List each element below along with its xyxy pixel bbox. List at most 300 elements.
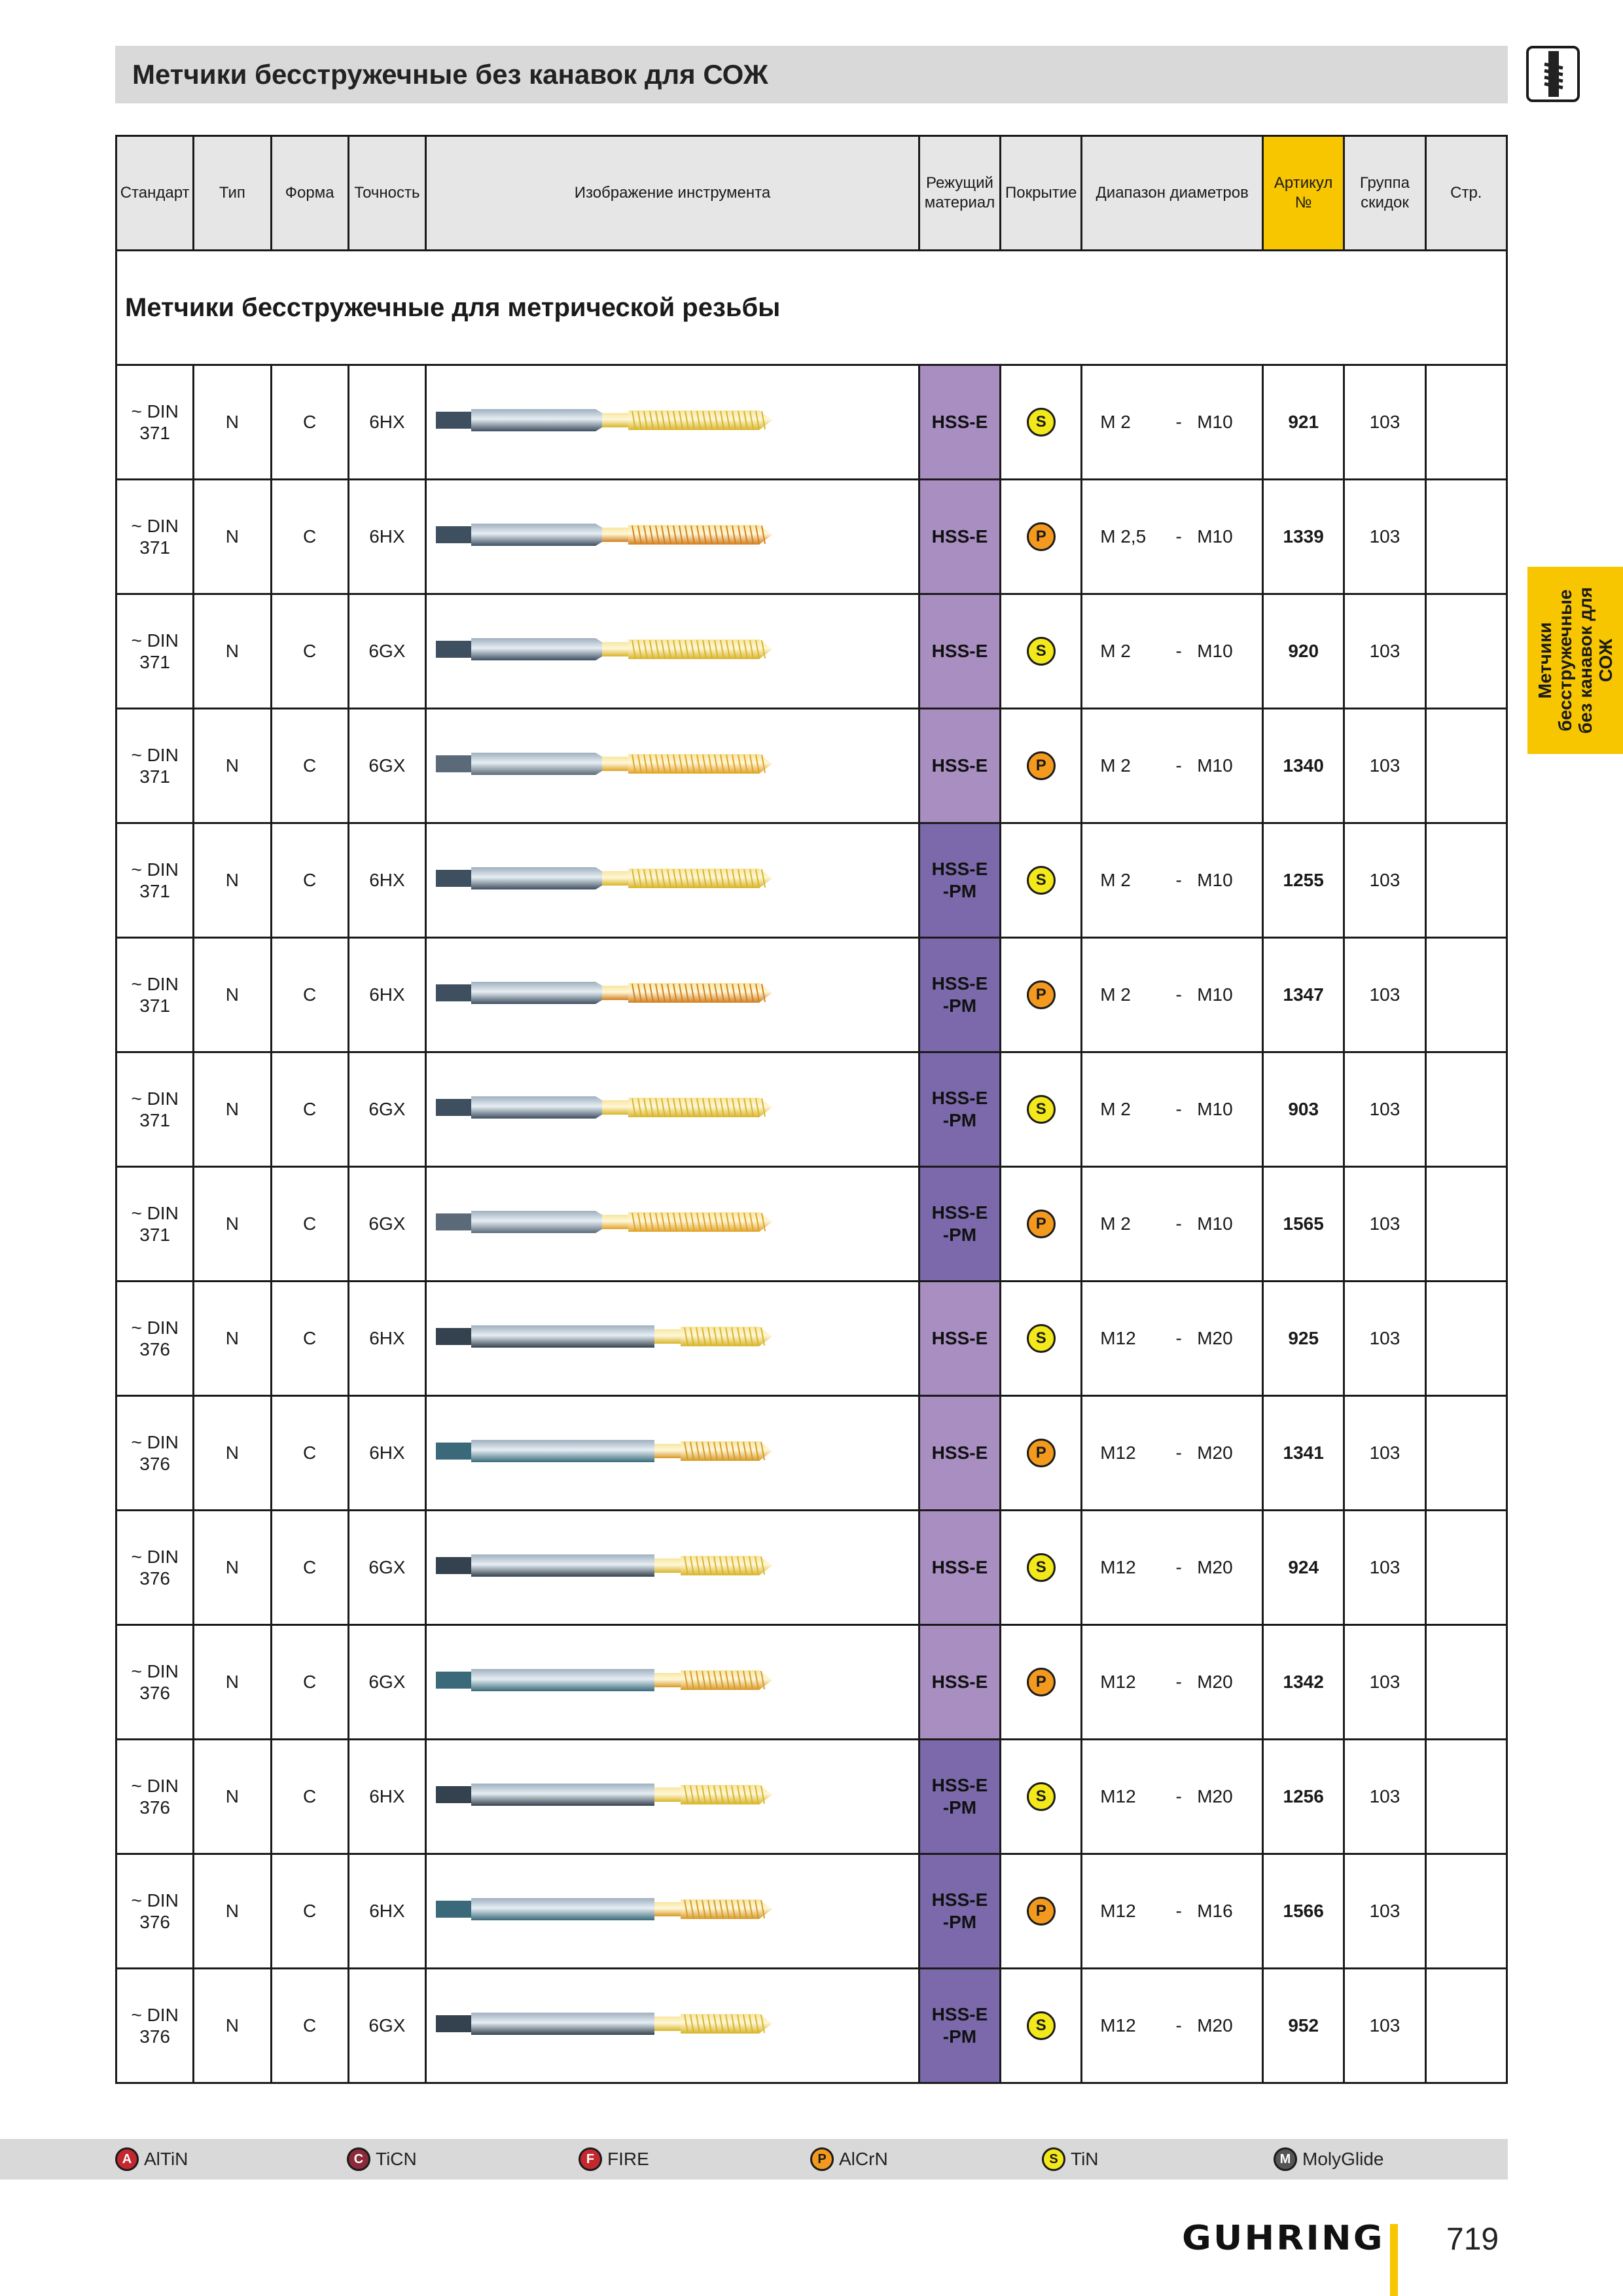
range-from: M 2 <box>1100 984 1131 1005</box>
range-to: M10 <box>1197 1099 1233 1119</box>
range-separator: - <box>1175 870 1182 890</box>
cell-coating <box>1001 823 1082 938</box>
diameter-range <box>1082 1557 1262 1578</box>
brand-divider <box>1390 2224 1398 2296</box>
table-row <box>116 1052 1507 1167</box>
cell-form: C <box>271 1969 348 2083</box>
cell-material <box>919 1396 1000 1511</box>
cell-coating <box>1001 594 1082 709</box>
range-separator: - <box>1175 1443 1182 1463</box>
range-to: M20 <box>1197 1443 1233 1463</box>
cell-article: 920 <box>1263 594 1344 709</box>
cell-range <box>1082 1396 1263 1511</box>
range-to: M10 <box>1197 641 1233 661</box>
cell-article: 921 <box>1263 365 1344 480</box>
header-range: Диапазон диаметров <box>1082 136 1263 251</box>
cell-accuracy: 6GX <box>348 1052 425 1167</box>
section-title: Метчики бесстружечные для метрической резьбы <box>116 251 1507 365</box>
cell-standard: ~ DIN 376 <box>116 1511 194 1625</box>
cell-image <box>426 480 919 594</box>
range-to: M10 <box>1197 412 1233 432</box>
cell-coating <box>1001 1396 1082 1511</box>
tap-tool-image <box>432 849 798 908</box>
cell-type: N <box>194 1282 271 1396</box>
cell-standard: ~ DIN 376 <box>116 1282 194 1396</box>
range-to: M10 <box>1197 526 1233 547</box>
tap-tool-image <box>432 1422 798 1480</box>
legend-item <box>1274 2145 1383 2173</box>
cell-range <box>1082 1511 1263 1625</box>
cell-material <box>919 1282 1000 1396</box>
legend-item <box>579 2145 649 2173</box>
coating-alcrn-icon: P <box>1027 980 1056 1009</box>
diameter-range <box>1082 1099 1262 1120</box>
range-separator: - <box>1175 1786 1182 1806</box>
cell-standard: ~ DIN 371 <box>116 1052 194 1167</box>
cell-image <box>426 1625 919 1740</box>
cell-image <box>426 938 919 1052</box>
cell-type: N <box>194 1511 271 1625</box>
cell-type: N <box>194 1969 271 2083</box>
coating-tin-icon: S <box>1027 408 1056 437</box>
cell-form: C <box>271 1511 348 1625</box>
material-label: HSS-E <box>931 526 988 547</box>
table-row <box>116 1625 1507 1740</box>
range-from: M12 <box>1100 1901 1136 1921</box>
cell-page <box>1425 480 1507 594</box>
cell-article: 1340 <box>1263 709 1344 823</box>
cell-material <box>919 938 1000 1052</box>
cell-image <box>426 823 919 938</box>
cell-coating <box>1001 1854 1082 1969</box>
range-separator: - <box>1175 1328 1182 1348</box>
range-from: M 2 <box>1100 1213 1131 1234</box>
range-separator: - <box>1175 1672 1182 1692</box>
cell-article: 1565 <box>1263 1167 1344 1282</box>
tap-tool-image <box>432 1651 798 1710</box>
cell-accuracy: 6HX <box>348 480 425 594</box>
cell-page <box>1425 594 1507 709</box>
cell-coating <box>1001 480 1082 594</box>
cell-form: C <box>271 1740 348 1854</box>
table-row <box>116 480 1507 594</box>
coating-tin-icon: S <box>1027 1782 1056 1811</box>
material-label: HSS-E-PM <box>931 2004 988 2047</box>
legend-label: TiCN <box>376 2149 417 2169</box>
legend-label: AlCrN <box>839 2149 888 2169</box>
legend-label: AlTiN <box>144 2149 188 2169</box>
cell-range <box>1082 480 1263 594</box>
cell-form: C <box>271 823 348 938</box>
material-label: HSS-E-PM <box>931 1202 988 1245</box>
cell-article: 924 <box>1263 1511 1344 1625</box>
diameter-range <box>1082 984 1262 1005</box>
legend-item <box>115 2145 188 2173</box>
cell-accuracy: 6GX <box>348 1167 425 1282</box>
cell-standard: ~ DIN 371 <box>116 823 194 938</box>
cell-type: N <box>194 365 271 480</box>
material-label: HSS-E <box>931 1443 988 1463</box>
cell-coating <box>1001 1969 1082 2083</box>
cell-discount: 103 <box>1344 938 1425 1052</box>
coating-ticn-icon: C <box>347 2147 370 2171</box>
range-to: M20 <box>1197 2015 1233 2036</box>
header-material: Режущий материал <box>919 136 1000 251</box>
cell-form: C <box>271 1625 348 1740</box>
cell-type: N <box>194 938 271 1052</box>
cell-discount: 103 <box>1344 1052 1425 1167</box>
cell-coating <box>1001 1282 1082 1396</box>
range-from: M12 <box>1100 1557 1136 1577</box>
cell-accuracy: 6HX <box>348 1740 425 1854</box>
cell-accuracy: 6GX <box>348 709 425 823</box>
cell-range <box>1082 1969 1263 2083</box>
header-discount: Группа скидок <box>1344 136 1425 251</box>
cell-page <box>1425 938 1507 1052</box>
range-from: M 2 <box>1100 1099 1131 1119</box>
cell-type: N <box>194 1167 271 1282</box>
coating-tin-icon: S <box>1027 637 1056 666</box>
table-row <box>116 1282 1507 1396</box>
cell-form: C <box>271 1167 348 1282</box>
range-from: M12 <box>1100 2015 1136 2036</box>
table-row <box>116 709 1507 823</box>
cell-accuracy: 6HX <box>348 1396 425 1511</box>
header-article: Артикул № <box>1263 136 1344 251</box>
table-row <box>116 823 1507 938</box>
cell-standard: ~ DIN 376 <box>116 1854 194 1969</box>
coating-alcrn-icon: P <box>1027 522 1056 551</box>
range-to: M10 <box>1197 1213 1233 1234</box>
table-row <box>116 1167 1507 1282</box>
cell-page <box>1425 365 1507 480</box>
header-form: Форма <box>271 136 348 251</box>
diameter-range <box>1082 1443 1262 1463</box>
range-separator: - <box>1175 755 1182 776</box>
legend-item <box>810 2145 888 2173</box>
cell-discount: 103 <box>1344 1282 1425 1396</box>
material-label: HSS-E <box>931 1672 988 1692</box>
cell-discount: 103 <box>1344 1740 1425 1854</box>
coating-legend <box>0 2139 1508 2179</box>
cell-material <box>919 1511 1000 1625</box>
cell-material <box>919 594 1000 709</box>
cell-article: 925 <box>1263 1282 1344 1396</box>
material-label: HSS-E <box>931 755 988 776</box>
legend-item <box>347 2145 417 2173</box>
cell-image <box>426 1282 919 1396</box>
coating-alcrn-icon: P <box>1027 1439 1056 1467</box>
cell-form: C <box>271 938 348 1052</box>
range-to: M20 <box>1197 1557 1233 1577</box>
range-separator: - <box>1175 984 1182 1005</box>
cell-image <box>426 1969 919 2083</box>
range-separator: - <box>1175 412 1182 432</box>
cell-range <box>1082 938 1263 1052</box>
range-from: M12 <box>1100 1443 1136 1463</box>
cell-coating <box>1001 1511 1082 1625</box>
cell-material <box>919 1854 1000 1969</box>
range-to: M10 <box>1197 870 1233 890</box>
cell-form: C <box>271 480 348 594</box>
table-row <box>116 1854 1507 1969</box>
cell-standard: ~ DIN 376 <box>116 1969 194 2083</box>
table-header-row <box>116 136 1507 251</box>
cell-type: N <box>194 823 271 938</box>
cell-coating <box>1001 1625 1082 1740</box>
legend-label: MolyGlide <box>1302 2149 1384 2169</box>
material-label: HSS-E-PM <box>931 973 988 1016</box>
section-row <box>116 251 1507 365</box>
tap-tool-image <box>432 620 798 679</box>
header-page: Стр. <box>1425 136 1507 251</box>
cell-page <box>1425 1854 1507 1969</box>
material-label: HSS-E <box>931 412 988 432</box>
cell-standard: ~ DIN 376 <box>116 1396 194 1511</box>
cell-article: 1255 <box>1263 823 1344 938</box>
diameter-range <box>1082 1328 1262 1349</box>
cell-article: 1342 <box>1263 1625 1344 1740</box>
cell-article: 1341 <box>1263 1396 1344 1511</box>
cell-image <box>426 1511 919 1625</box>
header-standard: Стандарт <box>116 136 194 251</box>
cell-discount: 103 <box>1344 1167 1425 1282</box>
cell-range <box>1082 1740 1263 1854</box>
diameter-range <box>1082 870 1262 891</box>
tap-tool-image <box>432 1536 798 1595</box>
range-from: M12 <box>1100 1786 1136 1806</box>
cell-coating <box>1001 1167 1082 1282</box>
range-separator: - <box>1175 526 1182 547</box>
range-to: M10 <box>1197 755 1233 776</box>
cell-form: C <box>271 1854 348 1969</box>
range-separator: - <box>1175 2015 1182 2036</box>
cell-page <box>1425 1396 1507 1511</box>
cell-discount: 103 <box>1344 1625 1425 1740</box>
range-to: M20 <box>1197 1786 1233 1806</box>
header-type: Тип <box>194 136 271 251</box>
diameter-range <box>1082 412 1262 433</box>
legend-label: FIRE <box>607 2149 649 2169</box>
coating-alcrn-icon: P <box>810 2147 834 2171</box>
cell-accuracy: 6GX <box>348 1511 425 1625</box>
diameter-range <box>1082 2015 1262 2036</box>
cell-article: 1339 <box>1263 480 1344 594</box>
cell-coating <box>1001 1740 1082 1854</box>
tap-tool-image <box>432 1078 798 1137</box>
material-label: HSS-E <box>931 1557 988 1577</box>
coating-tin-icon: S <box>1027 2011 1056 2040</box>
cell-range <box>1082 1854 1263 1969</box>
cell-range <box>1082 709 1263 823</box>
material-label: HSS-E <box>931 1328 988 1348</box>
cell-form: C <box>271 1052 348 1167</box>
table-row <box>116 1740 1507 1854</box>
section-side-tab <box>1527 567 1623 754</box>
cell-type: N <box>194 480 271 594</box>
tap-icon <box>1525 45 1581 103</box>
cell-range <box>1082 1625 1263 1740</box>
cell-range <box>1082 1052 1263 1167</box>
cell-article: 1566 <box>1263 1854 1344 1969</box>
cell-page <box>1425 1282 1507 1396</box>
cell-page <box>1425 1511 1507 1625</box>
cell-image <box>426 709 919 823</box>
coating-alcrn-icon: P <box>1027 751 1056 780</box>
tap-tool-image <box>432 505 798 564</box>
material-label: HSS-E <box>931 641 988 661</box>
cell-page <box>1425 1969 1507 2083</box>
tap-tool-image <box>432 734 798 793</box>
cell-material <box>919 1969 1000 2083</box>
cell-range <box>1082 823 1263 938</box>
cell-standard: ~ DIN 371 <box>116 480 194 594</box>
cell-material <box>919 1625 1000 1740</box>
cell-type: N <box>194 1740 271 1854</box>
legend-item <box>1042 2145 1099 2173</box>
tap-tool-image <box>432 391 798 450</box>
cell-accuracy: 6GX <box>348 1969 425 2083</box>
coating-fire-icon: F <box>579 2147 602 2171</box>
cell-accuracy: 6HX <box>348 1854 425 1969</box>
cell-type: N <box>194 1396 271 1511</box>
legend-label: TiN <box>1071 2149 1099 2169</box>
tap-tool-image <box>432 1765 798 1824</box>
cell-material <box>919 709 1000 823</box>
cell-page <box>1425 1052 1507 1167</box>
cell-coating <box>1001 938 1082 1052</box>
cell-form: C <box>271 365 348 480</box>
diameter-range <box>1082 1786 1262 1807</box>
range-separator: - <box>1175 1099 1182 1119</box>
cell-discount: 103 <box>1344 823 1425 938</box>
range-from: M 2 <box>1100 755 1131 776</box>
cell-accuracy: 6HX <box>348 823 425 938</box>
diameter-range <box>1082 1901 1262 1922</box>
coating-tin-icon: S <box>1042 2147 1065 2171</box>
table-row <box>116 365 1507 480</box>
coating-altin-icon: A <box>115 2147 139 2171</box>
cell-page <box>1425 709 1507 823</box>
range-to: M20 <box>1197 1672 1233 1692</box>
cell-discount: 103 <box>1344 1969 1425 2083</box>
brand-logo: GUHRING <box>1182 2219 1385 2258</box>
cell-form: C <box>271 1396 348 1511</box>
coating-alcrn-icon: P <box>1027 1897 1056 1926</box>
cell-coating <box>1001 709 1082 823</box>
cell-page <box>1425 1625 1507 1740</box>
cell-standard: ~ DIN 371 <box>116 938 194 1052</box>
cell-coating <box>1001 1052 1082 1167</box>
range-from: M12 <box>1100 1672 1136 1692</box>
material-label: HSS-E-PM <box>931 859 988 901</box>
range-separator: - <box>1175 1557 1182 1577</box>
cell-material <box>919 1052 1000 1167</box>
cell-discount: 103 <box>1344 594 1425 709</box>
range-from: M 2 <box>1100 412 1131 432</box>
cell-type: N <box>194 1854 271 1969</box>
coating-tin-icon: S <box>1027 1324 1056 1353</box>
cell-standard: ~ DIN 371 <box>116 709 194 823</box>
cell-standard: ~ DIN 371 <box>116 594 194 709</box>
product-table <box>115 135 1508 2084</box>
cell-form: C <box>271 594 348 709</box>
cell-discount: 103 <box>1344 709 1425 823</box>
cell-material <box>919 1740 1000 1854</box>
cell-standard: ~ DIN 376 <box>116 1740 194 1854</box>
coating-molyglide-icon: M <box>1274 2147 1297 2171</box>
range-from: M 2 <box>1100 870 1131 890</box>
header-coating: Покрытие <box>1001 136 1082 251</box>
coating-alcrn-icon: P <box>1027 1210 1056 1238</box>
cell-article: 903 <box>1263 1052 1344 1167</box>
cell-image <box>426 1396 919 1511</box>
cell-discount: 103 <box>1344 1511 1425 1625</box>
range-from: M12 <box>1100 1328 1136 1348</box>
material-label: HSS-E-PM <box>931 1890 988 1932</box>
tap-tool-image <box>432 1994 798 2053</box>
range-from: M 2 <box>1100 641 1131 661</box>
cell-article: 1256 <box>1263 1740 1344 1854</box>
cell-discount: 103 <box>1344 1854 1425 1969</box>
cell-range <box>1082 594 1263 709</box>
cell-form: C <box>271 1282 348 1396</box>
cell-discount: 103 <box>1344 1396 1425 1511</box>
page-number: 719 <box>1446 2222 1499 2257</box>
diameter-range <box>1082 1213 1262 1234</box>
coating-tin-icon: S <box>1027 1095 1056 1124</box>
tap-tool-image <box>432 1193 798 1251</box>
cell-accuracy: 6GX <box>348 594 425 709</box>
range-separator: - <box>1175 641 1182 661</box>
diameter-range <box>1082 641 1262 662</box>
cell-discount: 103 <box>1344 365 1425 480</box>
diameter-range <box>1082 755 1262 776</box>
diameter-range <box>1082 1672 1262 1693</box>
cell-image <box>426 594 919 709</box>
cell-accuracy: 6HX <box>348 1282 425 1396</box>
cell-accuracy: 6HX <box>348 365 425 480</box>
page-title: Метчики бесстружечные без канавок для СОЖ <box>115 46 1508 103</box>
table-row <box>116 1969 1507 2083</box>
cell-coating <box>1001 365 1082 480</box>
cell-standard: ~ DIN 371 <box>116 1167 194 1282</box>
table-row <box>116 594 1507 709</box>
cell-material <box>919 365 1000 480</box>
cell-image <box>426 365 919 480</box>
range-to: M16 <box>1197 1901 1233 1921</box>
range-separator: - <box>1175 1213 1182 1234</box>
coating-alcrn-icon: P <box>1027 1668 1056 1696</box>
cell-material <box>919 1167 1000 1282</box>
diameter-range <box>1082 526 1262 547</box>
range-to: M20 <box>1197 1328 1233 1348</box>
cell-image <box>426 1740 919 1854</box>
cell-image <box>426 1052 919 1167</box>
cell-standard: ~ DIN 376 <box>116 1625 194 1740</box>
cell-article: 1347 <box>1263 938 1344 1052</box>
coating-tin-icon: S <box>1027 1553 1056 1582</box>
tap-tool-image <box>432 1307 798 1366</box>
tap-tool-image <box>432 963 798 1022</box>
range-separator: - <box>1175 1901 1182 1921</box>
cell-type: N <box>194 1052 271 1167</box>
cell-discount: 103 <box>1344 480 1425 594</box>
material-label: HSS-E-PM <box>931 1088 988 1130</box>
material-label: HSS-E-PM <box>931 1775 988 1818</box>
cell-range <box>1082 365 1263 480</box>
header-image: Изображение инструмента <box>426 136 919 251</box>
